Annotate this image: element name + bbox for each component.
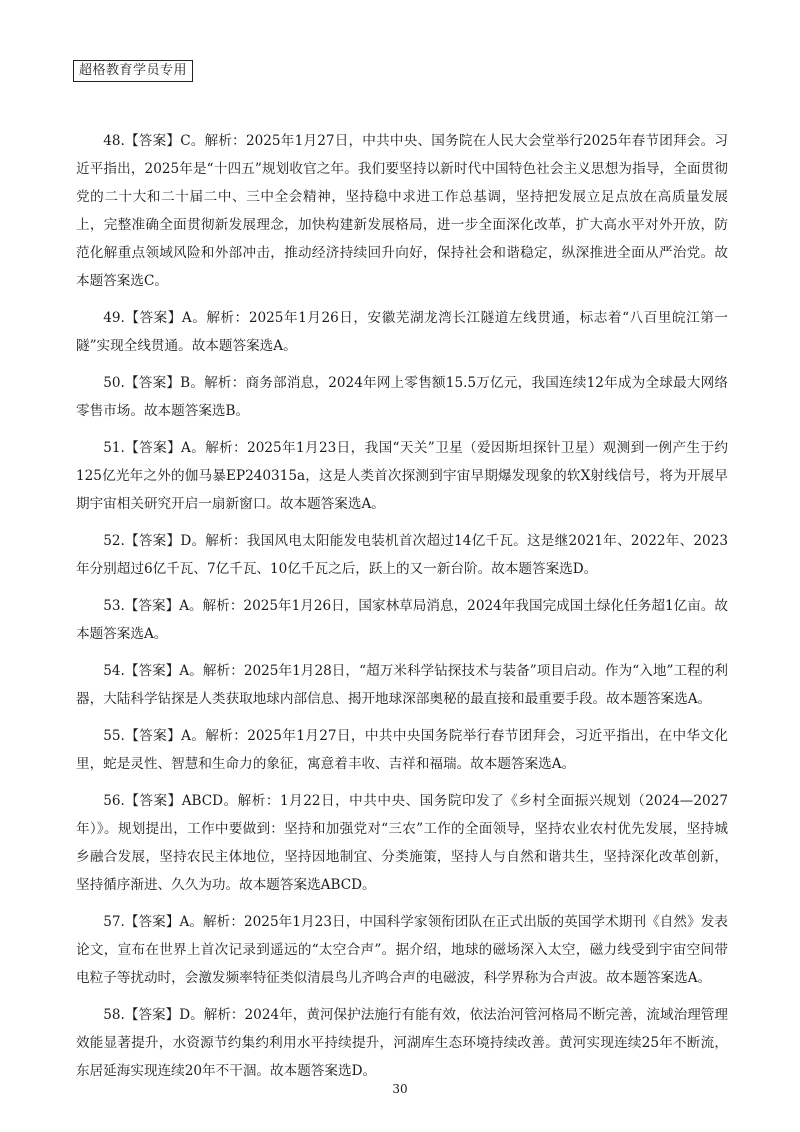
answer-57: 57.【答案】A。解析：2025年1月23日，中国科学家领衔团队在正式出版的英国学术期刊《自然》发表论文，宣布在世界上首次记录到遥远的“太空合声”。据介绍，地球的磁场深入太空，磁力线受到宇宙空间带电粒子等扰动时，会激发频率特征类似清晨鸟儿齐鸣合声的电磁波，科学界称为合声波。故本题答案选A。	[76, 914, 728, 986]
answer-55: 55.【答案】A。解析：2025年1月27日，中共中央国务院举行春节团拜会，习近平指出，在中华文化里，蛇是灵性、智慧和生命力的象征，寓意着丰收、吉祥和福瑞。故本题答案选A。	[76, 728, 728, 772]
answer-58: 58.【答案】D。解析：2024年，黄河保护法施行有能有效，依法治河管河格局不断完善，流域治理管理效能显著提升，水资源节约集约利用水平持续提升，河湖库生态环境持续改善。黄河实现连续25年不断流，东居延海实现连续20年不干涸。故本题答案选D。	[76, 1007, 728, 1079]
answer-49: 49.【答案】A。解析：2025年1月26日，安徽芜湖龙湾长江隧道左线贯通，标志着“八百里皖江第一隧”实现全线贯通。故本题答案选A。	[76, 310, 728, 354]
answer-48: 48.【答案】C。解析：2025年1月27日，中共中央、国务院在人民大会堂举行2025年春节团拜会。习近平指出，2025年是“十四五”规划收官之年。我们要坚持以新时代中国特色社会主义思想为指导，全面贯彻党的二十大和二十届二中、三中全会精神，坚持稳中求进工作总基调，坚持把发展立足点放在高质量发展上，完整准确全面贯彻新发展理念，加快构建新发展格局，进一步全面深化改革，扩大高水平对外开放，防范化解重点领域风险和外部冲击，推动经济持续回升向好，保持社会和谐稳定，纵深推进全面从严治党。故本题答案选C。	[76, 133, 728, 289]
answer-51: 51.【答案】A。解析：2025年1月23日，我国“天关”卫星（爱因斯坦探针卫星）观测到一例产生于约125亿光年之外的伽马暴EP240315a，这是人类首次探测到宇宙早期爆发现象的软X射线信号，将为开展早期宇宙相关研究开启一扇新窗口。故本题答案选A。	[76, 440, 728, 512]
answer-50: 50.【答案】B。解析：商务部消息，2024年网上零售额15.5万亿元，我国连续12年成为全球最大网络零售市场。故本题答案选B。	[76, 375, 728, 419]
header-label: 超格教育学员专用	[73, 60, 193, 82]
answer-52: 52.【答案】D。解析：我国风电太阳能发电装机首次超过14亿千瓦。这是继2021年、2022年、2023年分别超过6亿千瓦、7亿千瓦、10亿千瓦之后，跃上的又一新台阶。故本题答案选D。	[76, 533, 728, 577]
answer-list	[76, 127, 728, 1094]
answer-56: 56.【答案】ABCD。解析：1月22日，中共中央、国务院印发了《乡村全面振兴规划（2024—2027年）》。规划提出，工作中要做到：坚持和加强党对“三农”工作的全面领导，坚持农业农村优先发展，坚持城乡融合发展，坚持农民主体地位，坚持因地制宜、分类施策，坚持人与自然和谐共生，坚持深化改革创新，坚持循序渐进、久久为功。故本题答案选ABCD。	[76, 793, 728, 893]
answer-54: 54.【答案】A。解析：2025年1月28日，“超万米科学钻探技术与装备”项目启动。作为“入地”工程的利器，大陆科学钻探是人类获取地球内部信息、揭开地球深部奥秘的最直接和最重要手段。故本题答案选A。	[76, 663, 728, 707]
answer-53: 53.【答案】A。解析：2025年1月26日，国家林草局消息，2024年我国完成国土绿化任务超1亿亩。故本题答案选A。	[76, 598, 728, 642]
page-number: 30	[392, 1082, 408, 1096]
